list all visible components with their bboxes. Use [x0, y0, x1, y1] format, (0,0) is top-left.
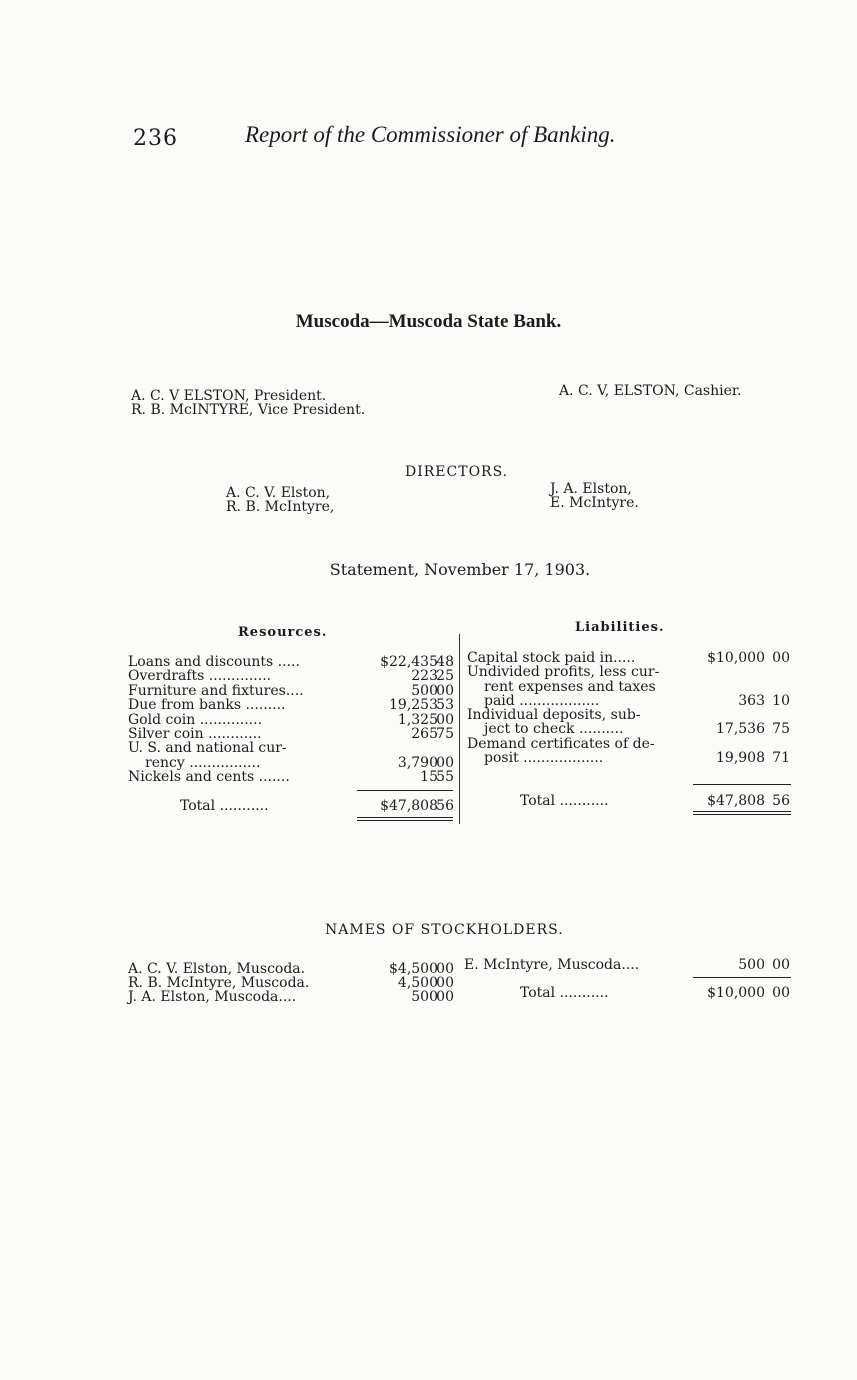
liabilities-heading: Liabilities. [575, 620, 665, 635]
page-number: 236 [133, 126, 178, 151]
double-rule [357, 820, 453, 821]
statement-title: Statement, November 17, 1903. [329, 560, 591, 579]
total-rule [693, 784, 791, 785]
double-rule [357, 817, 453, 818]
director-name: E. McIntyre. [550, 495, 639, 511]
double-rule [693, 814, 791, 815]
director-name: A. C. V. Elston, [226, 485, 331, 501]
resources-heading: Resources. [238, 625, 328, 640]
officer-cashier: A. C. V, ELSTON, Cashier. [559, 383, 742, 399]
officer-vice-president: R. B. McINTYRE, Vice President. [131, 402, 366, 418]
total-rule [357, 790, 453, 791]
director-name: J. A. Elston, [550, 481, 632, 497]
directors-heading: DIRECTORS. [405, 464, 509, 480]
director-name: R. B. McIntyre, [226, 499, 335, 515]
stockholders-heading: NAMES OF STOCKHOLDERS. [325, 922, 564, 938]
total-rule [693, 977, 791, 978]
column-divider [459, 634, 460, 824]
officer-president: A. C. V ELSTON, President. [131, 388, 327, 404]
double-rule [693, 811, 791, 812]
bank-title: Muscoda—Muscoda State Bank. [295, 311, 562, 332]
running-title: Report of the Commissioner of Banking. [245, 122, 616, 147]
